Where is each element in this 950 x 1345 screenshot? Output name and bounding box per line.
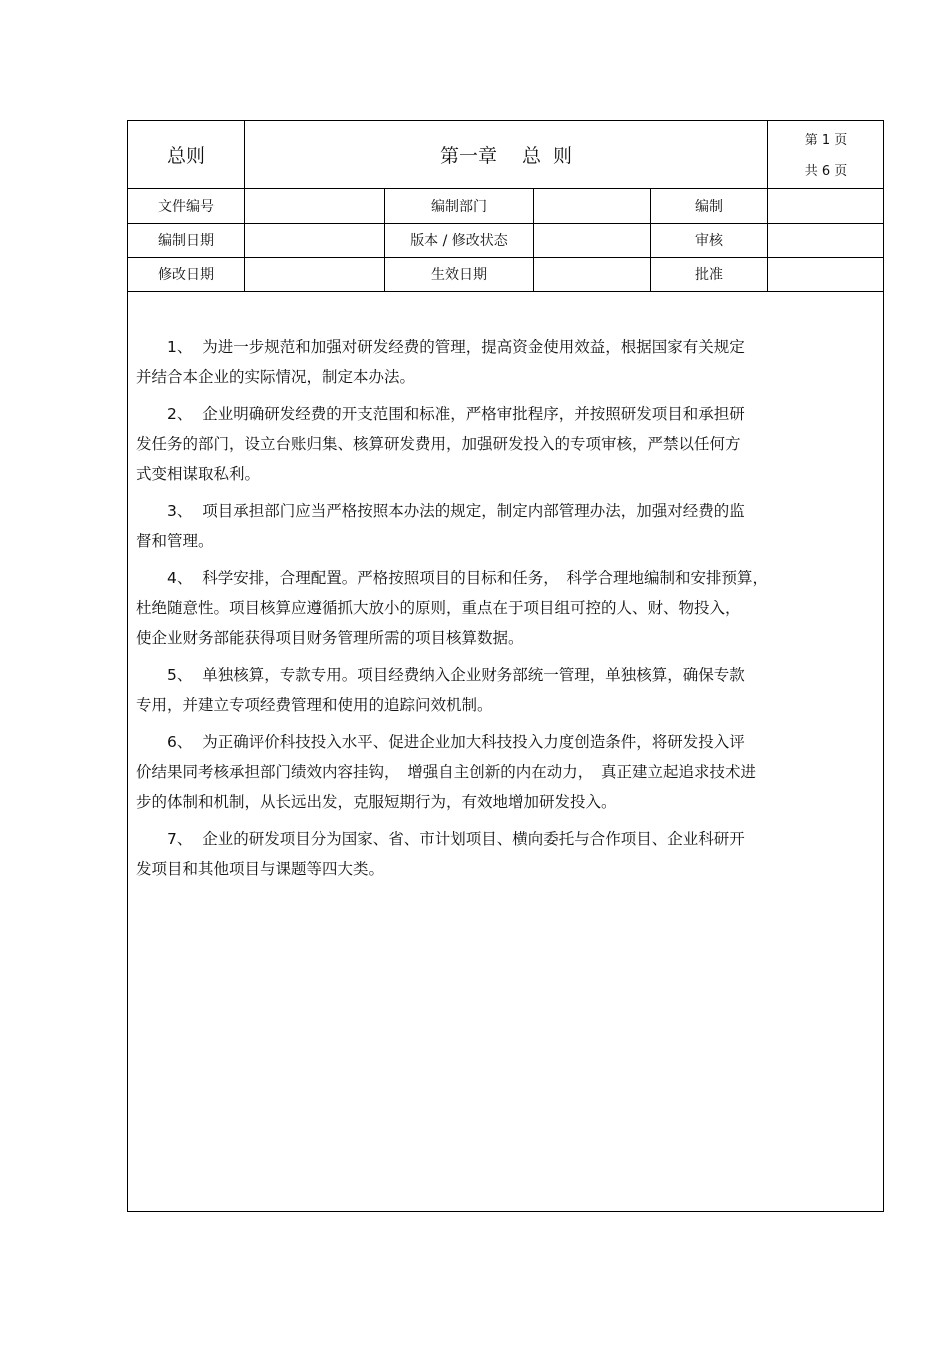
paragraph-line: 5、 单独核算，专款专用。项目经费纳入企业财务部统一管理，单独核算，确保专款 [136,666,745,684]
page-current: 第 1 页 [804,132,848,148]
paragraph-line: 发项目和其他项目与课题等四大类。 [136,860,385,878]
approval-label: 批准 [695,267,723,283]
prepared-date-value [245,223,384,257]
department-label: 编制部门 [431,198,487,215]
paragraph-line: 专用，并建立专项经费管理和使用的追踪问效机制。 [136,696,493,714]
chapter-title: 第一章 总 则 [439,145,573,167]
body-text [136,332,866,891]
paragraph-line: 6、 为正确评价科技投入水平、促进企业加大科技投入力度创造条件，将研发投入评 [136,733,745,751]
paragraph [136,660,866,720]
paragraph-line: 并结合本企业的实际情况，制定本办法。 [136,368,416,386]
file-number-label: 文件编号 [158,198,214,215]
paragraph-line: 发任务的部门，设立台账归集、核算研发费用，加强研发投入的专项审核，严禁以任何方 [136,435,741,453]
paragraph-line: 步的体制和机制，从长远出发，克服短期行为，有效地增加研发投入。 [136,793,617,811]
prepared-by-value [768,188,884,223]
paragraph [136,496,866,556]
paragraph-line: 4、 科学安排，合理配置。严格按照项目的目标和任务， 科学合理地编制和安排预算， [136,569,768,587]
body-area [128,292,884,1212]
paragraph-line: 价结果同考核承担部门绩效内容挂钩， 增强自主创新的内在动力， 真正建立起追求技术进 [136,763,757,781]
review-label: 审核 [695,233,723,249]
paragraph-line: 2、 企业明确研发经费的开支范围和标准，严格审批程序，并按照研发项目和承担研 [136,405,745,423]
document-frame [127,120,884,1212]
section-title: 总则 [166,145,205,167]
version-value [534,223,650,257]
paragraph-line: 督和管理。 [136,532,214,550]
paragraph-line: 杜绝随意性。项目核算应遵循抓大放小的原则，重点在于项目组可控的人、财、物投入， [136,599,741,617]
paragraph [136,563,866,653]
paragraph-line: 使企业财务部能获得项目财务管理所需的项目核算数据。 [136,629,524,647]
paragraph-line: 式变相谋取私利。 [136,465,261,483]
effective-date-label: 生效日期 [431,267,487,283]
revision-date-value [245,257,384,291]
paragraph [136,399,866,489]
file-number-value [245,188,384,223]
paragraph [136,332,866,392]
prepared-by-label: 编制 [695,198,723,215]
paragraph [136,727,866,817]
effective-date-value [534,257,650,291]
page-total: 共 6 页 [804,163,848,179]
paragraph-line: 7、 企业的研发项目分为国家、省、市计划项目、横向委托与合作项目、企业科研开 [136,830,745,848]
approval-value [768,257,884,291]
review-value [768,223,884,257]
version-label: 版本 / 修改状态 [410,233,508,249]
revision-date-label: 修改日期 [158,267,214,283]
paragraph-line: 1、 为进一步规范和加强对研发经费的管理，提高资金使用效益，根据国家有关规定 [136,338,745,356]
paragraph-line: 3、 项目承担部门应当严格按照本办法的规定，制定内部管理办法，加强对经费的监 [136,502,745,520]
paragraph [136,824,866,884]
department-value [534,188,650,223]
prepared-date-label: 编制日期 [158,233,214,249]
